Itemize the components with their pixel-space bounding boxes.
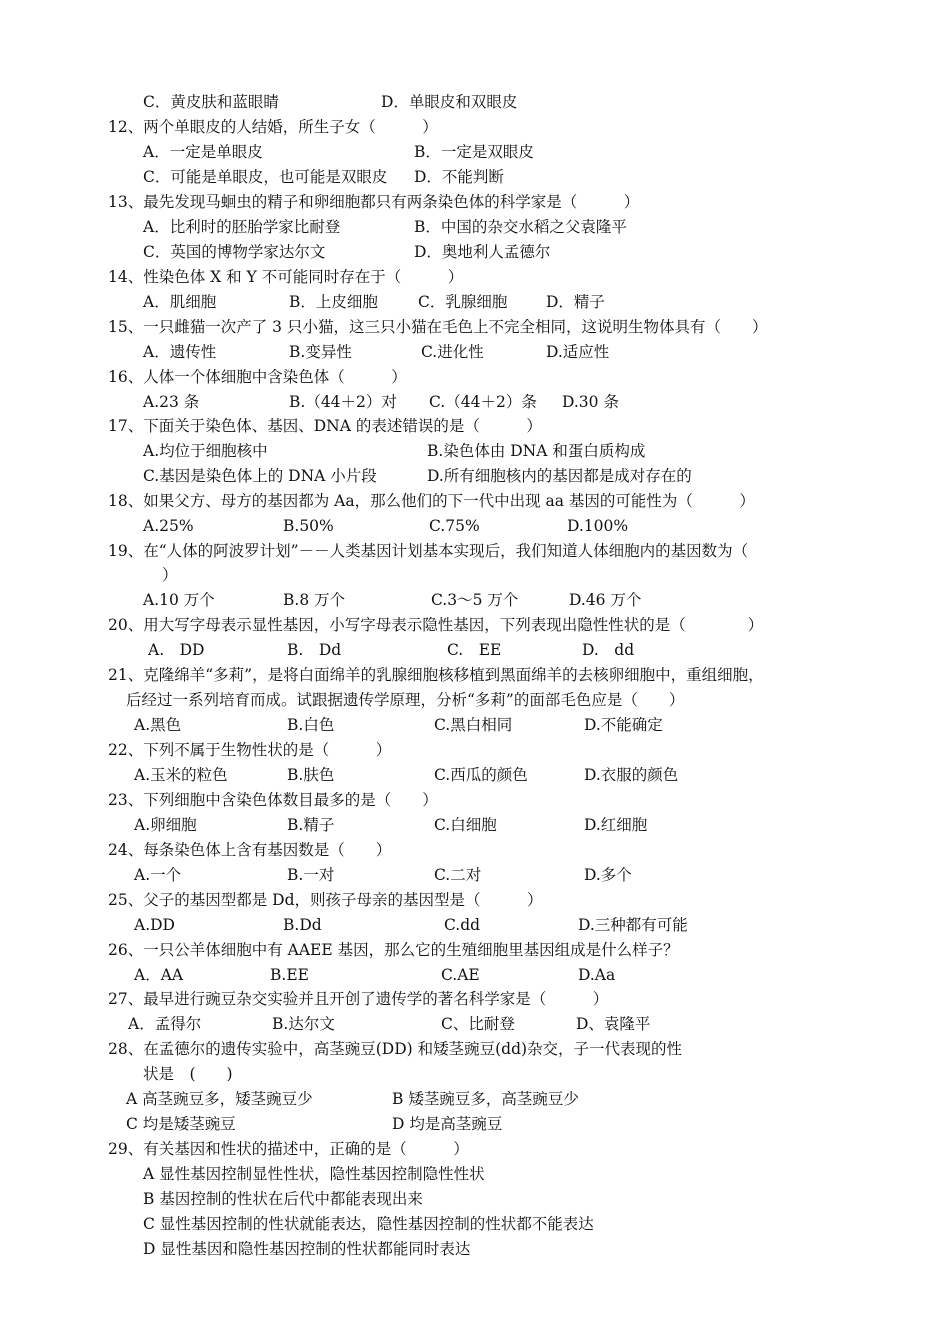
option-text: B.Dd: [283, 916, 322, 934]
text-line: [0, 1212, 950, 1236]
text-line: [0, 464, 950, 488]
option-text: C.基因是染色体上的 DNA 小片段: [143, 467, 377, 485]
question-text: A 显性基因控制显性性状，隐性基因控制隐性性状: [143, 1165, 485, 1183]
option-text: D.Aa: [578, 966, 616, 984]
option-text: C.进化性: [421, 343, 484, 361]
text-line: [0, 190, 950, 214]
text-line: [0, 1037, 950, 1061]
option-text: C.AE: [441, 966, 480, 984]
option-text: A．遗传性: [143, 343, 217, 361]
option-text: C．黄皮肤和蓝眼睛: [143, 93, 279, 111]
question-text: 16、人体一个体细胞中含染色体（ ）: [108, 368, 407, 386]
question-text: D 显性基因和隐性基因控制的性状都能同时表达: [143, 1240, 471, 1258]
option-text: C.3～5 万个: [431, 591, 519, 609]
text-line: [0, 663, 950, 687]
question-text: B 基因控制的性状在后代中都能表现出来: [143, 1190, 423, 1208]
option-text: A.23 条: [143, 393, 200, 411]
text-line: [0, 1237, 950, 1261]
option-text: D.红细胞: [584, 816, 648, 834]
option-text: C 均是矮茎豌豆: [126, 1115, 236, 1133]
question-text: 13、最先发现马蛔虫的精子和卵细胞都只有两条染色体的科学家是（ ）: [108, 193, 640, 211]
option-text: D．奥地利人孟德尔: [414, 243, 551, 261]
text-line: [0, 215, 950, 239]
option-text: B.肤色: [287, 766, 335, 784]
option-text: A.均位于细胞核中: [143, 442, 268, 460]
option-text: A．AA: [134, 966, 184, 984]
option-text: D.不能确定: [584, 716, 663, 734]
option-text: A.25%: [143, 517, 194, 535]
text-line: [0, 265, 950, 289]
option-text: C.dd: [444, 916, 481, 934]
option-text: A 高茎豌豆多，矮茎豌豆少: [126, 1090, 313, 1108]
option-text: D.三种都有可能: [578, 916, 688, 934]
option-text: A.玉米的粒色: [134, 766, 228, 784]
option-text: D.30 条: [562, 393, 619, 411]
option-text: B.（44＋2）对: [289, 393, 397, 411]
option-text: A．肌细胞: [143, 293, 217, 311]
text-line: [0, 638, 950, 662]
option-text: A.卵细胞: [134, 816, 197, 834]
question-text: C 显性基因控制的性状就能表达，隐性基因控制的性状都不能表达: [143, 1215, 594, 1233]
text-line: [0, 987, 950, 1011]
text-line: [0, 1137, 950, 1161]
option-text: C.二对: [434, 866, 482, 884]
option-text: D.100%: [567, 517, 629, 535]
text-line: [0, 838, 950, 862]
text-line: [0, 738, 950, 762]
text-line: [0, 588, 950, 612]
text-line: [0, 1112, 950, 1136]
option-text: D.所有细胞核内的基因都是成对存在的: [427, 467, 692, 485]
option-text: A. DD: [148, 641, 205, 659]
option-text: C.白细胞: [434, 816, 497, 834]
option-text: B.变异性: [289, 343, 352, 361]
option-text: B.染色体由 DNA 和蛋白质构成: [427, 442, 646, 460]
option-text: A．孟得尔: [128, 1015, 202, 1033]
option-text: B．中国的杂交水稻之父袁隆平: [414, 218, 627, 236]
text-line: [0, 563, 950, 587]
text-line: [0, 613, 950, 637]
text-line: [0, 115, 950, 139]
option-text: D.46 万个: [569, 591, 642, 609]
text-line: [0, 1162, 950, 1186]
question-text: 21、克隆绵羊“多莉”，是将白面绵羊的乳腺细胞核移植到黑面绵羊的去核卵细胞中，重组细胞，: [108, 666, 764, 684]
option-text: B.精子: [287, 816, 335, 834]
text-line: [0, 315, 950, 339]
text-line: [0, 888, 950, 912]
question-text: 状是 ( ): [143, 1065, 233, 1083]
option-text: D．单眼皮和双眼皮: [381, 93, 518, 111]
option-text: D.多个: [584, 866, 632, 884]
option-text: C．英国的博物学家达尔文: [143, 243, 326, 261]
option-text: B 矮茎豌豆多，高茎豌豆少: [392, 1090, 579, 1108]
question-text: 29、有关基因和性状的描述中，正确的是（ ）: [108, 1140, 469, 1158]
option-text: D 均是高茎豌豆: [392, 1115, 503, 1133]
option-text: D．精子: [546, 293, 605, 311]
question-text: 17、下面关于染色体、基因、DNA 的表述错误的是（ ）: [108, 417, 542, 435]
option-text: C、比耐登: [441, 1015, 515, 1033]
option-text: C.西瓜的颜色: [434, 766, 528, 784]
option-text: B.50%: [283, 517, 334, 535]
text-line: [0, 365, 950, 389]
question-text: 15、一只雌猫一次产了 3 只小猫，这三只小猫在毛色上不完全相同，这说明生物体具有（ ）: [108, 318, 768, 336]
question-text: 22、下列不属于生物性状的是（ ）: [108, 741, 392, 759]
question-text: 28、在孟德尔的遗传实验中，高茎豌豆(DD) 和矮茎豌豆(dd)杂交，子一代表现的性: [108, 1040, 683, 1058]
question-text: 27、最早进行豌豆杂交实验并且开创了遗传学的著名科学家是（ ）: [108, 990, 609, 1008]
option-text: D. dd: [582, 641, 635, 659]
question-text: 后经过一系列培育而成。试跟据遗传学原理，分析“多莉”的面部毛色应是（ ）: [126, 691, 685, 709]
option-text: D.衣服的颜色: [584, 766, 679, 784]
option-text: B.8 万个: [283, 591, 346, 609]
option-text: B.达尔文: [272, 1015, 335, 1033]
option-text: A．比利时的胚胎学家比耐登: [143, 218, 341, 236]
question-text: 26、一只公羊体细胞中有 AAEE 基因，那么它的生殖细胞里基因组成是什么样子？: [108, 941, 679, 959]
option-text: A.一个: [134, 866, 182, 884]
text-line: [0, 240, 950, 264]
option-text: A.DD: [134, 916, 175, 934]
text-line: [0, 1012, 950, 1036]
text-line: [0, 290, 950, 314]
option-text: B.一对: [287, 866, 335, 884]
text-line: [0, 90, 950, 114]
text-line: [0, 1062, 950, 1086]
option-text: C.（44＋2）条: [429, 393, 537, 411]
text-line: [0, 763, 950, 787]
question-text: 14、性染色体 X 和 Y 不可能同时存在于（ ）: [108, 268, 464, 286]
option-text: B.白色: [287, 716, 335, 734]
text-line: [0, 713, 950, 737]
question-text: 24、每条染色体上含有基因数是（ ）: [108, 841, 392, 859]
text-line: [0, 938, 950, 962]
text-line: [0, 788, 950, 812]
option-text: B. Dd: [287, 641, 342, 659]
option-text: C．乳腺细胞: [418, 293, 508, 311]
option-text: C.75%: [429, 517, 480, 535]
option-text: B．一定是双眼皮: [414, 143, 534, 161]
option-text: C. EE: [447, 641, 502, 659]
option-text: D.适应性: [546, 343, 610, 361]
text-line: [0, 1187, 950, 1211]
option-text: D．不能判断: [414, 168, 504, 186]
text-line: [0, 140, 950, 164]
text-line: [0, 913, 950, 937]
text-line: [0, 489, 950, 513]
text-line: [0, 514, 950, 538]
text-line: [0, 340, 950, 364]
text-line: [0, 165, 950, 189]
text-line: [0, 439, 950, 463]
question-text: ）: [162, 566, 178, 584]
option-text: B.EE: [270, 966, 309, 984]
text-line: [0, 414, 950, 438]
option-text: C.黑白相同: [434, 716, 513, 734]
text-line: [0, 813, 950, 837]
text-line: [0, 390, 950, 414]
option-text: A．一定是单眼皮: [143, 143, 263, 161]
question-text: 25、父子的基因型都是 Dd，则孩子母亲的基因型是（ ）: [108, 891, 543, 909]
text-line: [0, 963, 950, 987]
question-text: 12、两个单眼皮的人结婚，所生子女（ ）: [108, 118, 438, 136]
option-text: A.黑色: [134, 716, 182, 734]
option-text: A.10 万个: [143, 591, 215, 609]
text-line: [0, 863, 950, 887]
option-text: B．上皮细胞: [289, 293, 378, 311]
option-text: C．可能是单眼皮，也可能是双眼皮: [143, 168, 388, 186]
option-text: D、袁隆平: [576, 1015, 651, 1033]
question-text: 20、用大写字母表示显性基因，小写字母表示隐性基因，下列表现出隐性性状的是（ ）: [108, 616, 764, 634]
question-text: 18、如果父方、母方的基因都为 Aa，那么他们的下一代中出现 aa 基因的可能性为（ ）: [108, 492, 755, 510]
question-text: 23、下列细胞中含染色体数目最多的是（ ）: [108, 791, 438, 809]
question-text: 19、在“人体的阿波罗计划”－－人类基因计划基本实现后，我们知道人体细胞内的基因数为（: [108, 542, 749, 560]
text-line: [0, 1087, 950, 1111]
text-line: [0, 539, 950, 563]
text-line: [0, 688, 950, 712]
